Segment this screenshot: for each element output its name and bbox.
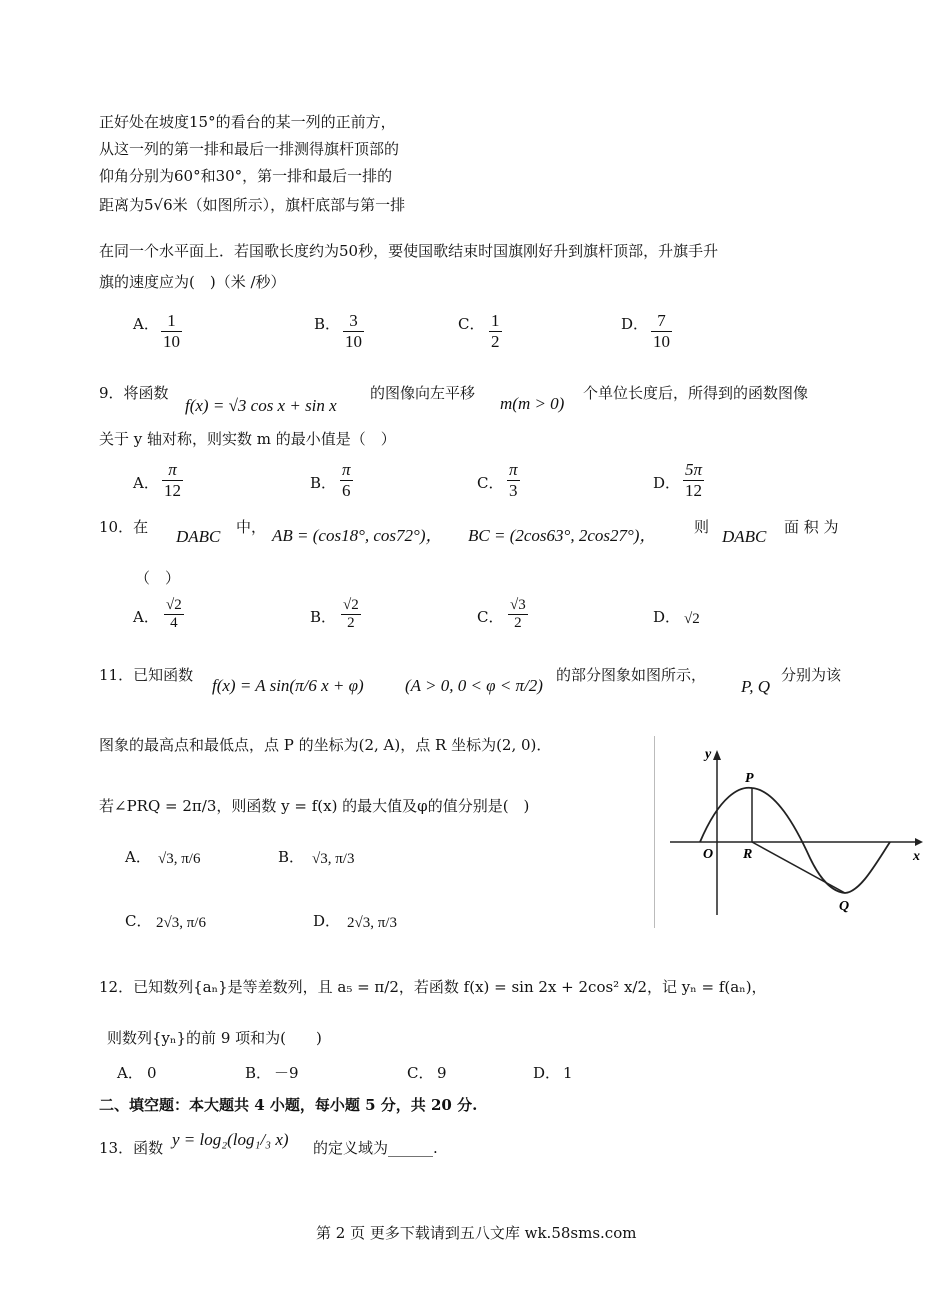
q9-prefix: 9．将函数: [99, 384, 169, 402]
option-fraction: $\frac{√2}{2}$: [343, 597, 359, 631]
option-fraction: $\frac{7}{10}$: [653, 311, 670, 351]
option-fraction: $\frac{3}{10}$: [345, 311, 362, 351]
option-label: C．: [458, 315, 485, 333]
q9-line-2: 关于 y 轴对称，则实数 m 的最小值是（ ）: [99, 430, 396, 448]
q8-line-3: 仰角分别为60°和30°，第一排和最后一排的: [99, 167, 393, 185]
option-value: 2√3, π/6: [156, 915, 206, 931]
y-axis-arrow-icon: [713, 750, 721, 760]
q8-line-4: 距离为5√6米（如图所示），旗杆底部与第一排: [99, 196, 406, 214]
q9-param: m(m > 0): [500, 394, 565, 413]
q13-formula: y = log₂(log₁/₃ x): [172, 1130, 289, 1149]
option-value: 0: [147, 1064, 157, 1082]
option-value: √2: [684, 611, 700, 627]
q12-line-2: 则数列{yₙ}的前 9 项和为( ): [107, 1029, 322, 1047]
option-label: C．: [407, 1064, 434, 1082]
q11-line-3: 若∠PRQ = 2π/3，则函数 y = f(x) 的最大值及φ的值分别是( ): [99, 797, 530, 815]
q9-suffix: 个单位长度后，所得到的函数图像: [583, 384, 809, 402]
q8-line-5: 在同一个水平面上．若国歌长度约为50秒，要使国歌结束时国旗刚好升到旗杆顶部，升旗手升: [99, 242, 719, 260]
q10-triangle-2: DABC: [722, 527, 767, 546]
q13-suffix: 的定义域为______.: [313, 1139, 438, 1157]
q8-line-6: 旗的速度应为( )（米 /秒）: [99, 273, 286, 291]
option-label: B．: [314, 315, 341, 333]
option-value: －9: [274, 1064, 299, 1082]
option-label: C．: [125, 912, 152, 930]
option-value: √3, π/3: [312, 851, 355, 867]
option-label: D．: [653, 608, 681, 626]
rq-segment: [752, 842, 845, 893]
q11-pq: P, Q: [741, 677, 770, 696]
graph-label-o: O: [703, 847, 714, 862]
option-fraction: $\frac{√3}{2}$: [510, 597, 526, 631]
q10-triangle: DABC: [176, 527, 221, 546]
graph-divider: [654, 736, 655, 928]
graph-label-p: P: [745, 771, 754, 786]
q8-line-2: 从这一列的第一排和最后一排测得旗杆顶部的: [99, 140, 400, 158]
option-label: B．: [245, 1064, 272, 1082]
option-label: B．: [310, 608, 337, 626]
q8-line-1: 正好处在坡度15°的看台的某一列的正前方，: [99, 113, 396, 131]
option-label: A．: [117, 1064, 143, 1082]
q11-prefix: 11．已知函数: [99, 666, 194, 684]
option-fraction: $\frac{\pi}{6}$: [342, 460, 351, 500]
option-label: A．: [133, 608, 159, 626]
option-value: 9: [437, 1064, 447, 1082]
option-label: D．: [533, 1064, 561, 1082]
q11-condition: (A > 0, 0 < φ < π/2): [405, 676, 543, 695]
option-value: 1: [563, 1064, 573, 1082]
sine-curve: [700, 788, 890, 893]
option-fraction: $\frac{5\pi}{12}$: [685, 460, 703, 500]
q11-line-2: 图象的最高点和最低点，点 P 的坐标为(2, A)，点 R 坐标为(2, 0)．: [99, 736, 552, 754]
section-heading: 二、填空题：本大题共 4 小题，每小题 5 分，共 20 分.: [99, 1096, 478, 1114]
q10-bc: BC = (2cos63°, 2cos27°)，: [468, 526, 657, 545]
graph-label-q: Q: [839, 899, 850, 914]
option-label: C．: [477, 608, 504, 626]
option-value: √3, π/6: [158, 851, 201, 867]
option-label: D．: [653, 474, 681, 492]
q11-suffix: 的部分图象如图所示，: [556, 666, 707, 684]
q10-prefix: 10．在: [99, 518, 149, 536]
q10-paren: （ ）: [135, 569, 181, 587]
q13-prefix: 13．函数: [99, 1139, 164, 1157]
page-footer: 第 2 页 更多下载请到五八文库 wk.58sms.com: [316, 1224, 637, 1242]
option-value: 2√3, π/3: [347, 915, 397, 931]
graph-label-r: R: [743, 847, 753, 862]
option-label: A．: [133, 315, 159, 333]
option-label: D．: [313, 912, 341, 930]
option-label: A．: [133, 474, 159, 492]
option-label: C．: [477, 474, 504, 492]
option-fraction: $\frac{1}{2}$: [491, 311, 500, 351]
q11-formula: f(x) = A sin(π/6 x + φ): [212, 676, 364, 695]
q10-tail: 面 积 为: [784, 518, 839, 536]
q9-formula: f(x) = √3 cos x + sin x: [185, 396, 337, 415]
q9-mid: 的图像向左平移: [370, 384, 476, 402]
option-label: B．: [278, 848, 305, 866]
option-fraction: $\frac{\pi}{3}$: [509, 460, 518, 500]
option-label: B．: [310, 474, 337, 492]
q10-ab: AB = (cos18°, cos72°)，: [272, 526, 443, 545]
graph-label-x: x: [913, 849, 920, 864]
q10-zhong: 中，: [236, 518, 267, 536]
x-axis-arrow-icon: [915, 838, 923, 846]
q10-ze: 则: [694, 518, 710, 536]
option-fraction: $\frac{√2}{4}$: [166, 597, 182, 631]
option-fraction: $\frac{1}{10}$: [163, 311, 180, 351]
q12-line-1: 12．已知数列{aₙ}是等差数列，且 a₅ = π/2，若函数 f(x) = sin 2x + 2cos² x/2，记 yₙ = f(aₙ)，: [99, 978, 767, 996]
sine-graph: [665, 740, 925, 920]
option-fraction: $\frac{\pi}{12}$: [164, 460, 181, 500]
option-label: A．: [125, 848, 151, 866]
option-label: D．: [621, 315, 649, 333]
q11-suffix-2: 分别为该: [781, 666, 842, 684]
graph-label-y: y: [705, 747, 712, 762]
